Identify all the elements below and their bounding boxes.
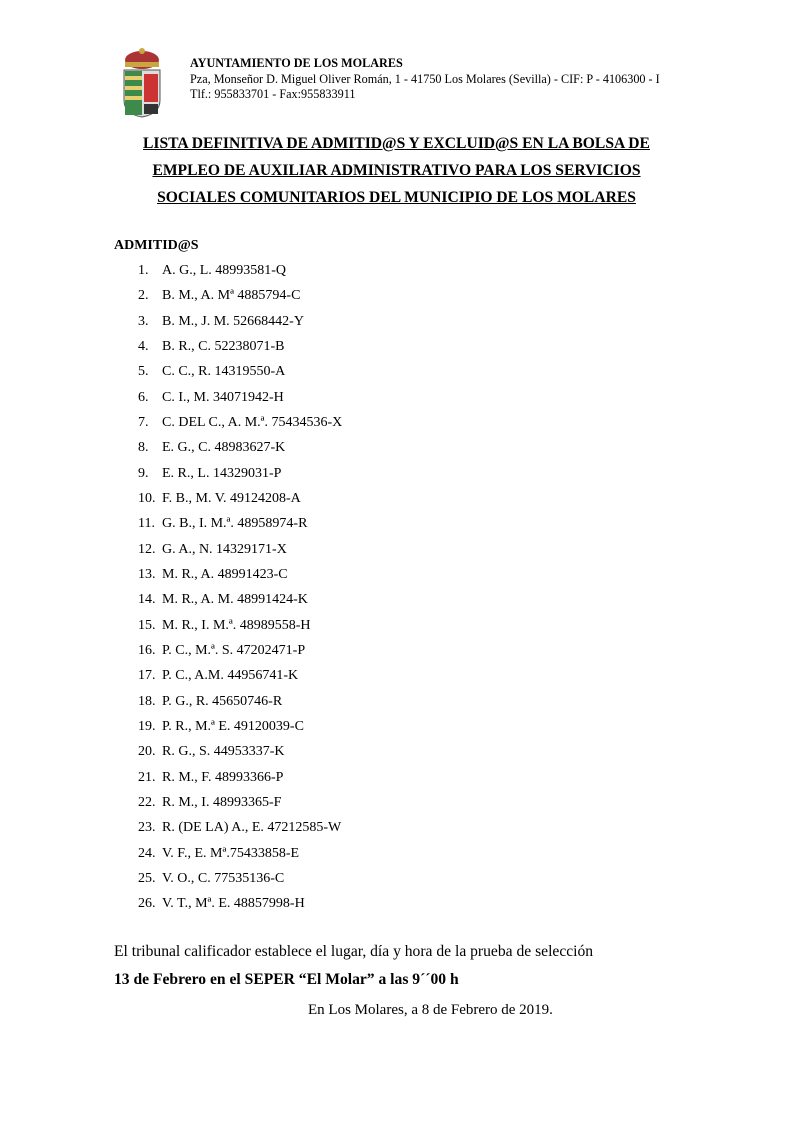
candidate-entry: P. R., M.ª E. 49120039-C: [162, 718, 304, 734]
candidate-entry: P. C., A.M. 44956741-K: [162, 668, 299, 684]
title-line: EMPLEO DE AUXILIAR ADMINISTRATIVO PARA LOS SERVICIOS: [152, 162, 641, 179]
item-number: 4.: [138, 338, 149, 354]
list-item: [138, 693, 342, 718]
document-title: [0, 130, 793, 211]
list-item: [138, 718, 342, 743]
candidate-entry: E. G., C. 48983627-K: [162, 440, 286, 456]
list-item: [138, 414, 342, 439]
item-number: 10.: [138, 490, 156, 506]
list-item: [138, 870, 342, 895]
list-item: [138, 845, 342, 870]
list-item: [138, 743, 342, 768]
item-number: 9.: [138, 465, 149, 481]
candidate-entry: M. R., A. M. 48991424-K: [162, 592, 308, 608]
list-item: [138, 819, 342, 844]
item-number: 25.: [138, 870, 156, 886]
candidate-entry: M. R., A. 48991423-C: [162, 566, 288, 582]
item-number: 12.: [138, 541, 156, 557]
list-item: [138, 591, 342, 616]
list-item: [138, 769, 342, 794]
item-number: 21.: [138, 769, 156, 785]
list-item: [138, 490, 342, 515]
candidate-entry: V. F., E. Mª.75433858-E: [162, 845, 300, 861]
list-item: [138, 465, 342, 490]
list-item: [138, 262, 342, 287]
item-number: 3.: [138, 313, 149, 329]
organization-address: Pza, Monseñor D. Miguel Oliver Román, 1 - 41750 Los Molares (Sevilla) - CIF: P - 4106300 - I: [190, 71, 660, 86]
organization-phone: Tlf.: 955833701 - Fax:955833911: [190, 87, 356, 101]
list-item: [138, 895, 342, 920]
item-number: 18.: [138, 693, 156, 709]
candidate-entry: B. R., C. 52238071-B: [162, 338, 285, 354]
candidate-entry: F. B., M. V. 49124208-A: [162, 490, 301, 506]
item-number: 1.: [138, 263, 149, 278]
item-number: 2.: [138, 288, 149, 304]
candidate-entry: V. T., Mª. E. 48857998-H: [162, 896, 305, 912]
list-item: [138, 515, 342, 540]
candidate-entry: A. G., L. 48993581-Q: [162, 263, 287, 278]
list-item: [138, 566, 342, 591]
list-item: [138, 617, 342, 642]
item-number: 24.: [138, 845, 156, 861]
candidate-entry: B. M., A. Mª 4885794-C: [162, 288, 301, 304]
tribunal-note: El tribunal calificador establece el lugar, día y hora de la prueba de selección: [114, 943, 594, 960]
item-number: 17.: [138, 668, 156, 684]
item-number: 23.: [138, 820, 156, 836]
candidate-entry: R. M., I. 48993365-F: [162, 794, 282, 810]
item-number: 19.: [138, 718, 156, 734]
list-item: [138, 338, 342, 363]
admitted-list: [138, 262, 342, 921]
letterhead: [190, 56, 660, 103]
item-number: 7.: [138, 414, 149, 430]
item-number: 8.: [138, 440, 149, 456]
candidate-entry: M. R., I. M.ª. 48989558-H: [162, 617, 311, 633]
title-line: LISTA DEFINITIVA DE ADMITID@S Y EXCLUID@S EN LA BOLSA DE: [143, 135, 650, 152]
organization-name: AYUNTAMIENTO DE LOS MOLARES: [190, 56, 403, 70]
list-item: [138, 287, 342, 312]
candidate-entry: C. DEL C., A. M.ª. 75434536-X: [162, 414, 343, 430]
candidate-entry: R. M., F. 48993366-P: [162, 769, 284, 785]
item-number: 6.: [138, 389, 149, 405]
list-item: [138, 794, 342, 819]
exam-date-place: 13 de Febrero en el SEPER “El Molar” a las 9´´00 h: [114, 971, 459, 988]
item-number: 26.: [138, 896, 156, 912]
candidate-entry: R. (DE LA) A., E. 47212585-W: [162, 820, 342, 836]
section-heading-admitted: ADMITID@S: [114, 238, 199, 253]
list-item: [138, 389, 342, 414]
candidate-entry: P. C., M.ª. S. 47202471-P: [162, 642, 306, 658]
candidate-entry: G. A., N. 14329171-X: [162, 541, 287, 557]
item-number: 5.: [138, 364, 149, 380]
place-and-date: En Los Molares, a 8 de Febrero de 2019.: [308, 1002, 553, 1018]
item-number: 15.: [138, 617, 156, 633]
candidate-entry: C. C., R. 14319550-A: [162, 364, 286, 380]
list-item: [138, 667, 342, 692]
list-item: [138, 642, 342, 667]
item-number: 11.: [138, 516, 155, 532]
list-item: [138, 363, 342, 388]
municipal-crest-logo: [120, 48, 164, 118]
candidate-entry: R. G., S. 44953337-K: [162, 744, 285, 760]
candidate-entry: V. O., C. 77535136-C: [162, 870, 285, 886]
candidate-entry: G. B., I. M.ª. 48958974-R: [162, 516, 308, 532]
item-number: 13.: [138, 566, 156, 582]
candidate-entry: E. R., L. 14329031-P: [162, 465, 282, 481]
list-item: [138, 439, 342, 464]
title-line: SOCIALES COMUNITARIOS DEL MUNICIPIO DE LOS MOLARES: [157, 189, 636, 206]
item-number: 20.: [138, 744, 156, 760]
item-number: 14.: [138, 592, 156, 608]
item-number: 16.: [138, 642, 156, 658]
list-item: [138, 313, 342, 338]
item-number: 22.: [138, 794, 156, 810]
candidate-entry: C. I., M. 34071942-H: [162, 389, 284, 405]
candidate-entry: P. G., R. 45650746-R: [162, 693, 283, 709]
candidate-entry: B. M., J. M. 52668442-Y: [162, 313, 304, 329]
list-item: [138, 541, 342, 566]
